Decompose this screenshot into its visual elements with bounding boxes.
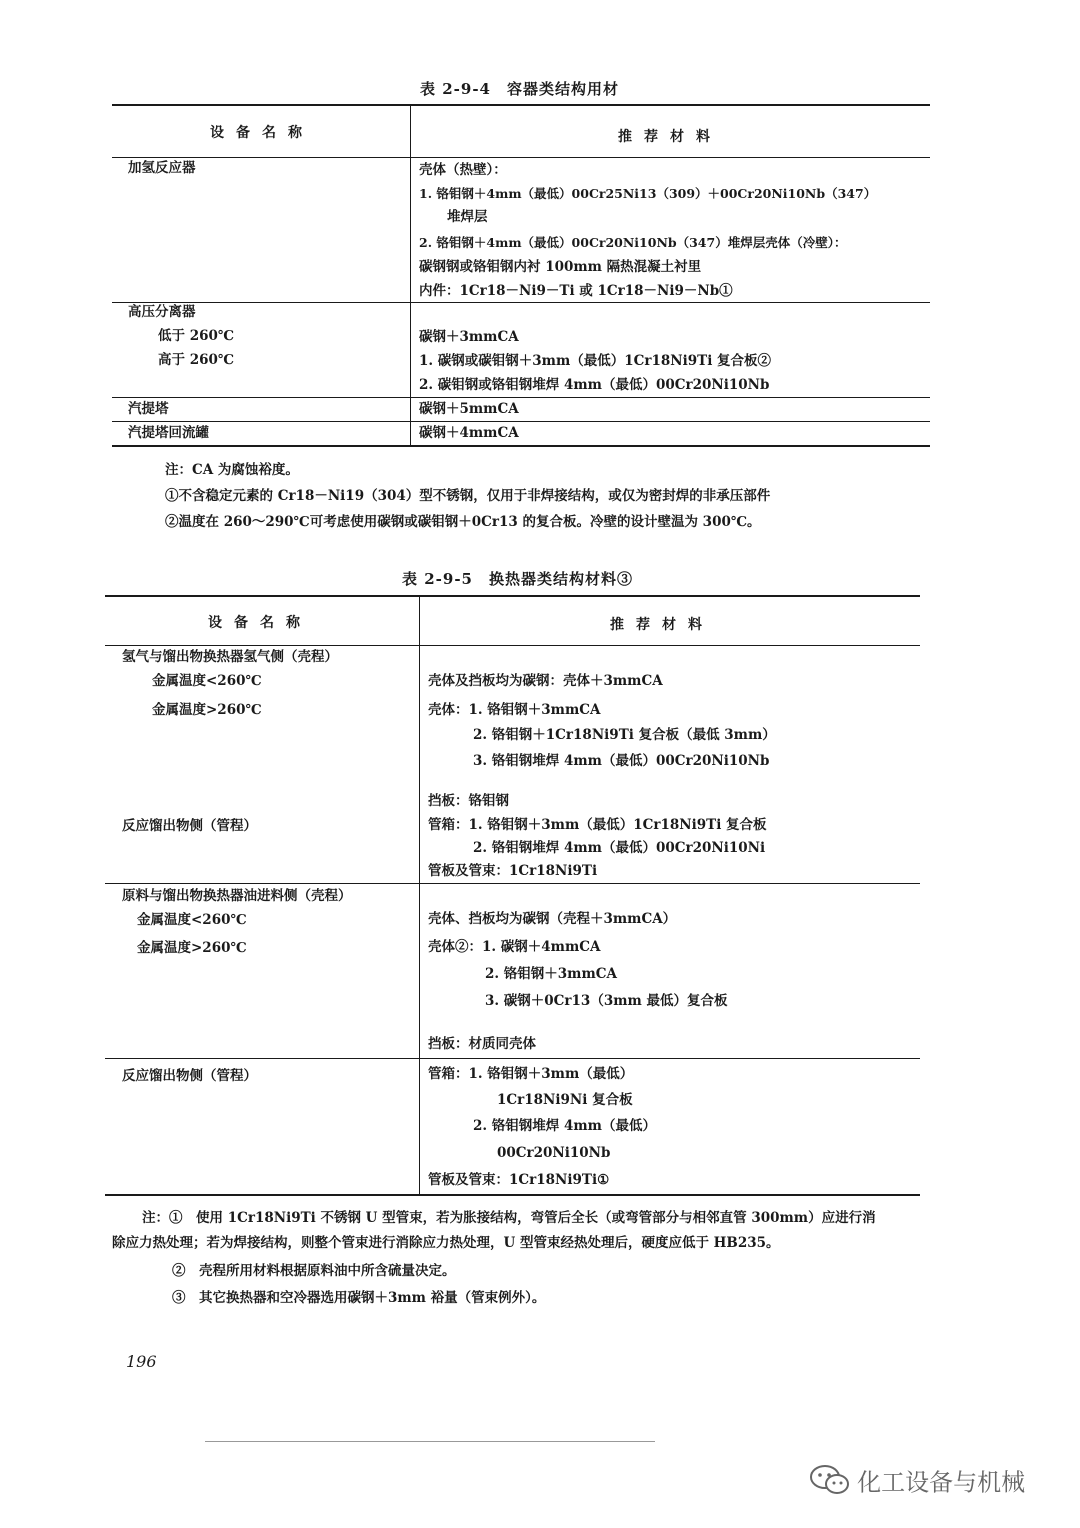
table1-cell-line: 碳钢＋3mmCA — [419, 329, 519, 345]
watermark-text: 化工设备与机械 — [857, 1468, 1026, 1497]
table1-header-rule — [112, 157, 930, 158]
table1-cell-line: 2. 铬钼钢＋4mm（最低）00Cr20Ni10Nb（347）堆焊层壳体（冷壁）： — [419, 235, 847, 250]
table2-row-sub: 金属温度<260℃ — [137, 912, 247, 928]
table1-top-rule — [112, 104, 930, 106]
table2-column-divider — [419, 597, 420, 1195]
table1-row-name: 加氢反应器 — [128, 160, 196, 176]
table1-note: ①不含稳定元素的 Cr18－Ni19（304）型不锈钢，仅用于非焊接结构，或仅为密封焊的非承压部件 — [165, 488, 771, 504]
table2-cell-line: 管箱：1. 铬钼钢＋3mm（最低）1Cr18Ni9Ti 复合板 — [428, 817, 767, 833]
table1-row-name: 汽提塔 — [128, 401, 169, 417]
table1-cell-line: 壳体（热壁）： — [419, 162, 507, 178]
table1-header-right: 推荐材料 — [618, 129, 722, 145]
table1-cell-line: 1. 碳钢或碳钼钢＋3mm（最低）1Cr18Ni9Ti 复合板② — [419, 353, 772, 369]
table2-row-sub: 金属温度>260℃ — [137, 940, 247, 956]
table2-row-rule — [105, 1058, 920, 1059]
table2-row-name: 原料与馏出物换热器油进料侧（壳程） — [122, 888, 352, 904]
table2-note: ② 壳程所用材料根据原料油中所含硫量决定。 — [172, 1263, 456, 1279]
table2-cell-line: 壳体②：1. 碳钢＋4mmCA — [428, 939, 601, 955]
table2-cell-line: 壳体：1. 铬钼钢＋3mmCA — [428, 702, 601, 718]
table2-note: 注：① 使用 1Cr18Ni9Ti 不锈钢 U 型管束，若为胀接结构，弯管后全长（或弯管部分与相邻直管 300mm）应进行消 — [142, 1210, 876, 1226]
table2-cell-line: 00Cr20Ni10Nb — [497, 1145, 611, 1161]
table2-row-name: 反应馏出物侧（管程） — [122, 818, 257, 834]
table2-cell-line: 管板及管束：1Cr18Ni9Ti① — [428, 1172, 610, 1188]
table2-cell-line: 3. 铬钼钢堆焊 4mm（最低）00Cr20Ni10Nb — [473, 753, 770, 769]
table1-row-rule — [112, 421, 930, 422]
table1-row-sub: 低于 260℃ — [158, 328, 235, 344]
table1-cell-line: 2. 碳钼钢或铬钼钢堆焊 4mm（最低）00Cr20Ni10Nb — [419, 377, 770, 393]
table1-cell-line: 1. 铬钼钢＋4mm（最低）00Cr25Ni13（309）＋00Cr20Ni10Nb（347） — [419, 186, 877, 201]
table2-cell-line: 2. 铬钼钢堆焊 4mm（最低）00Cr20Ni10Ni — [473, 840, 766, 856]
page-number: 196 — [126, 1352, 157, 1371]
table1-note: ②温度在 260～290℃可考虑使用碳钢或碳钼钢＋0Cr13 的复合板。冷壁的设计壁温为 300℃。 — [165, 514, 761, 530]
table1-row-rule — [112, 302, 930, 303]
table2-bottom-rule — [105, 1194, 920, 1196]
wechat-icon — [808, 1462, 852, 1498]
table2-cell-line: 挡板：材质同壳体 — [428, 1036, 536, 1052]
table2-row-rule — [105, 883, 920, 884]
table2-header-rule — [105, 645, 920, 646]
table2-cell-line: 2. 铬钼钢堆焊 4mm（最低） — [473, 1118, 656, 1134]
table2-cell-line: 壳体及挡板均为碳钢：壳体＋3mmCA — [428, 673, 663, 689]
table1-row-name: 汽提塔回流罐 — [128, 425, 209, 441]
table1-cell-line: 碳钢＋4mmCA — [419, 425, 519, 441]
table2-title: 表 2-9-5 换热器类结构材料③ — [402, 570, 633, 588]
table2-note: 除应力热处理；若为焊接结构，则整个管束进行消除应力热处理，U 型管束经热处理后，硬度应低于 HB235。 — [112, 1235, 780, 1251]
table1-cell-line: 内件：1Cr18－Ni9－Ti 或 1Cr18－Ni9－Nb① — [419, 283, 733, 299]
table1-note: 注：CA 为腐蚀裕度。 — [165, 462, 299, 478]
table1-title: 表 2-9-4 容器类结构用材 — [420, 80, 619, 98]
table2-cell-line: 壳体、挡板均为碳钢（壳程＋3mmCA） — [428, 911, 677, 927]
table2-cell-line: 挡板：铬钼钢 — [428, 793, 509, 809]
table2-header-right: 推荐材料 — [610, 617, 714, 633]
table2-row-name: 氢气与馏出物换热器氢气侧（壳程） — [122, 649, 338, 665]
table2-cell-line: 3. 碳钢＋0Cr13（3mm 最低）复合板 — [485, 993, 728, 1009]
table2-row-sub: 金属温度>260℃ — [152, 702, 262, 718]
table2-cell-line: 2. 铬钼钢＋3mmCA — [485, 966, 617, 982]
table1-cell-line: 堆焊层 — [447, 209, 488, 225]
table2-header-left: 设备名称 — [208, 615, 312, 631]
table2-cell-line: 管箱：1. 铬钼钢＋3mm（最低） — [428, 1066, 634, 1082]
watermark — [808, 1462, 1025, 1498]
table1-row-rule — [112, 397, 930, 398]
table1-bottom-rule — [112, 445, 930, 447]
table1-cell-line: 碳钢钢或铬钼钢内衬 100mm 隔热混凝土衬里 — [419, 259, 702, 275]
scan-artifact-line — [205, 1441, 655, 1442]
table2-cell-line: 管板及管束：1Cr18Ni9Ti — [428, 863, 598, 879]
table2-row-name: 反应馏出物侧（管程） — [122, 1068, 257, 1084]
table2-cell-line: 2. 铬钼钢＋1Cr18Ni9Ti 复合板（最低 3mm） — [473, 727, 776, 743]
table1-cell-line: 碳钢＋5mmCA — [419, 401, 519, 417]
table2-top-rule — [105, 595, 920, 597]
table2-cell-line: 1Cr18Ni9Ni 复合板 — [497, 1092, 633, 1108]
table1-header-left: 设备名称 — [210, 125, 314, 141]
table1-row-sub: 高于 260℃ — [158, 352, 235, 368]
table1-row-name: 高压分离器 — [128, 304, 196, 320]
table2-note: ③ 其它换热器和空冷器选用碳钢＋3mm 裕量（管束例外）。 — [172, 1290, 546, 1306]
table2-row-sub: 金属温度<260℃ — [152, 673, 262, 689]
